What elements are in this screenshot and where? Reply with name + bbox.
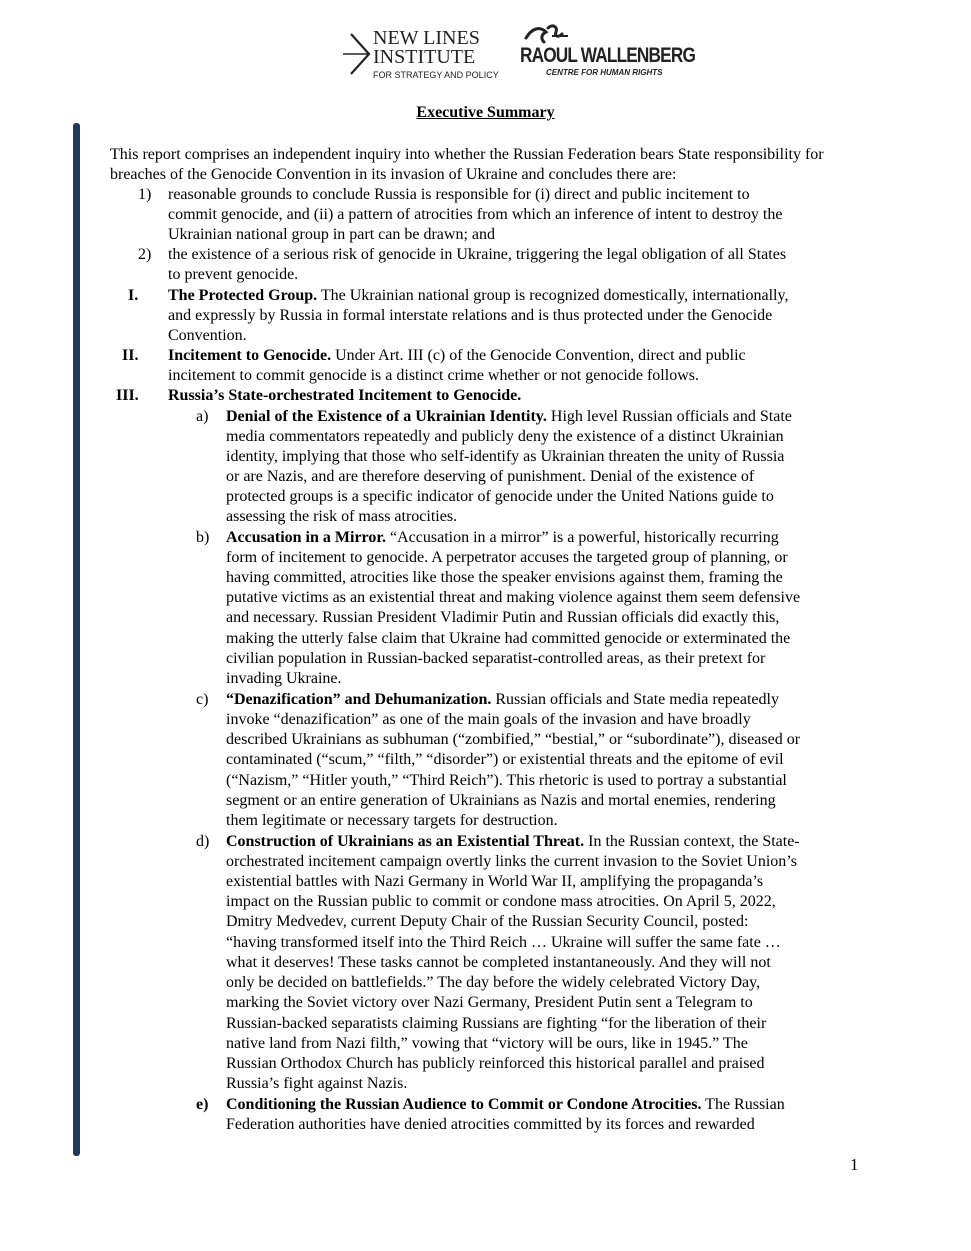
section-first-line [168,346,746,366]
subsection-heading: Construction of Ukrainians as an Existential Threat. [226,833,585,850]
subsection-line: assessing the risk of mass atrocities. [226,508,458,525]
subsection-heading: Accusation in a Mirror. [226,529,386,546]
wallenberg-subtitle: CENTRE FOR HUMAN RIGHTS [546,68,663,77]
subsection-marker: c) [196,691,209,708]
subsection-line: civilian population in Russian-backed separatist-controlled areas, as their pretext for [226,650,766,667]
subsection-line: protected groups is a specific indicator of genocide under the United Nations guide to [226,488,774,505]
subsection-line: impact on the Russian public to commit or condone mass atrocities. On April 5, 2022, [226,893,776,910]
subsection-line: what it deserves! These tasks cannot be completed instantaneously. And they will not [226,954,771,971]
conclusion-line: commit genocide, and (ii) a pattern of atrocities from which an inference of intent to destroy the [168,206,783,223]
logo-tagline: FOR STRATEGY AND POLICY [373,70,499,80]
subsection-line: described Ukrainians as subhuman (“zombified,” “bestial,” or “subordinate”), diseased or [226,731,801,748]
wallenberg-name: RAOUL WALLENBERG [520,44,696,67]
section-line: and expressly by Russia in formal interstate relations and is thus protected under the Genocide [168,307,773,324]
subsection-line: segment or an entire generation of Ukrainians as Nazis and mortal enemies, rendering [226,792,776,809]
subsection-line: Russian-backed separatists claiming Russians are fighting “for the liberation of their [226,1015,767,1032]
section-first-line [168,286,788,306]
section-heading: Incitement to Genocide. [168,347,332,364]
section-line: Convention. [168,327,247,344]
subsection-first-line [226,1095,785,1115]
page-title [0,103,971,123]
flame-hands-icon [522,22,572,46]
subsection-line: identity, implying that those who self-identify as Ukrainian threaten the unity of Russia [226,448,785,465]
subsection-line: making the utterly false claim that Ukraine had committed genocide or exterminated the [226,630,791,647]
subsection-line: media commentators repeatedly and publicly deny the existence of a distinct Ukrainian [226,428,784,445]
subsection-line: marking the Soviet victory over Nazi Germany, President Putin sent a Telegram to [226,994,753,1011]
subsection-first-line [226,832,800,852]
subsection-line: and necessary. Russian President Vladimir Putin and Russian officials did exactly this, [226,609,780,626]
subsection-line: (“Nazism,” “Hitler youth,” “Third Reich”). This rhetoric is used to portray a substantial [226,772,787,789]
subsection-line: form of incitement to genocide. A perpetrator accuses the targeted group of planning, or [226,549,788,566]
conclusion-line: to prevent genocide. [168,266,299,283]
subsection-line: “having transformed itself into the Third Reich … Ukraine will suffer the same fate … [226,934,781,951]
section-marker: I. [128,287,139,304]
subsection-line: existential battles with Nazi Germany in World War II, amplifying the propaganda’s [226,873,764,890]
section-first-line [168,386,521,406]
subsection-first-line [226,690,779,710]
subsection-text: Russian officials and State media repeatedly [491,691,779,708]
subsection-line: only be decided on battlefields.” The day before the widely celebrated Victory Day, [226,974,761,991]
new-lines-chevron-icon [343,28,373,82]
page-number: 1 [850,1155,859,1174]
conclusion-marker: 2) [138,246,152,263]
subsection-marker: d) [196,833,210,850]
raoul-wallenberg-logo [520,22,696,82]
subsection-marker: b) [196,529,210,546]
conclusion-line: the existence of a serious risk of genocide in Ukraine, triggering the legal obligation of all States [168,246,787,263]
section-marker: II. [122,347,139,364]
subsection-text: In the Russian context, the State- [584,833,800,850]
section-heading: The Protected Group. [168,287,318,304]
subsection-marker: a) [196,408,209,425]
subsection-first-line [226,528,779,548]
subsection-line: Russian Orthodox Church has publicly reinforced this historical parallel and praised [226,1055,765,1072]
subsection-heading: “Denazification” and Dehumanization. [226,691,492,708]
logo-line-1: NEW LINES [373,27,480,49]
title-text: Executive Summary [416,104,555,121]
conclusion-line: Ukrainian national group in part can be drawn; and [168,226,495,243]
subsection-heading: Denial of the Existence of a Ukrainian Identity. [226,408,547,425]
subsection-line: native land from Nazi filth,” vowing that “victory will be ours, like in 1945.” The [226,1035,748,1052]
sidebar-accent-bar [73,123,80,1156]
subsection-text: High level Russian officials and State [546,408,792,425]
section-text: The Ukrainian national group is recognized domestically, internationally, [317,287,789,304]
section-heading: Russia’s State-orchestrated Incitement to Genocide. [168,387,522,404]
subsection-line: them legitimate or necessary targets for destruction. [226,812,558,829]
subsection-text: The Russian [701,1096,785,1113]
subsection-line: invoke “denazification” as one of the main goals of the invasion and have broadly [226,711,751,728]
new-lines-institute-logo [343,28,503,82]
subsection-text: “Accusation in a mirror” is a powerful, historically recurring [386,529,779,546]
subsection-marker: e) [196,1096,209,1113]
subsection-line: Federation authorities have denied atrocities committed by its forces and rewarded [226,1116,755,1133]
logo-line-2: INSTITUTE [373,46,476,68]
section-text: Under Art. III (c) of the Genocide Convention, direct and public [331,347,746,364]
section-line: incitement to commit genocide is a distinct crime whether or not genocide follows. [168,367,699,384]
subsection-line: orchestrated incitement campaign overtly links the current invasion to the Soviet Union’s [226,853,797,870]
subsection-line: invading Ukraine. [226,670,342,687]
subsection-line: or are Nazis, and are therefore deserving of punishment. Denial of the existence of [226,468,755,485]
conclusion-marker: 1) [138,186,152,203]
subsection-line: putative victims as an existential threat and making violence against them seem defensive [226,589,801,606]
subsection-line: contaminated (“scum,” “filth,” “disorder”) or existential threats and the epitome of evil [226,751,784,768]
subsection-line: Dmitry Medvedev, current Deputy Chair of the Russian Security Council, posted: [226,913,749,930]
section-marker: III. [116,387,139,404]
subsection-heading: Conditioning the Russian Audience to Commit or Condone Atrocities. [226,1096,702,1113]
subsection-first-line [226,407,792,427]
conclusion-line: reasonable grounds to conclude Russia is responsible for (i) direct and public incitement to [168,186,750,203]
intro-paragraph: This report comprises an independent inquiry into whether the Russian Federation bears State responsibility for breaches of the Genocide Convention in its invasion of Ukraine and concludes there are: [110,146,824,184]
subsection-line: having committed, atrocities like those the speaker envisions against them, framing the [226,569,783,586]
subsection-line: Russia’s fight against Nazis. [226,1075,408,1092]
